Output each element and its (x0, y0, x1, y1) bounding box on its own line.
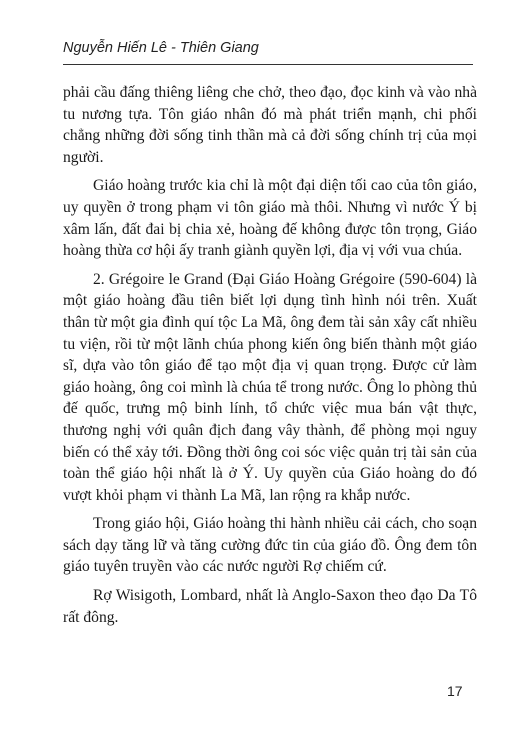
page-number: 17 (447, 683, 463, 699)
paragraph: 2. Grégoire le Grand (Đại Giáo Hoàng Grégoire (590-604) là một giáo hoàng đầu tiên biết lợi dụng tình hình nói trên. Xuất thân từ một gia đình quí tộc La Mã, ông đem tài sản xây cất nhiều tu viện, rồi từ một lãnh chúa phong kiến ông biến thành một giáo sĩ, dựa vào tôn giáo để tạo một địa vị quan trọng. Được cử làm giáo hoàng, ông coi mình là chúa tể trong nước. Ông lo phòng thủ đế quốc, trưng mộ binh lính, tổ chức việc mua bán vật thực, thương nghị với quân địch đang vây thành, để phòng mọi nguy biến có thể xảy tới. Đồng thời ông coi sóc việc quản trị tài sản của toàn thể giáo hội nhất là ở Ý. Uy quyền của Giáo hoàng do đó vượt khỏi phạm vi thành La Mã, lan rộng ra khắp nước. (63, 270, 477, 504)
header-divider (63, 64, 473, 65)
paragraph: Trong giáo hội, Giáo hoàng thi hành nhiều cải cách, cho soạn sách dạy tăng lữ và tăng cường đức tin của giáo đồ. Ông đem tôn giáo tuyên truyền vào các nước người Rợ chiếm cứ. (63, 515, 477, 576)
paragraph-continuation: phải cầu đấng thiêng liêng che chở, theo đạo, đọc kinh và vào nhà tu nương tựa. Tôn giáo nhân đó mà phát triển mạnh, chi phối chẳng những đời sống tinh thần mà cả đời sống chính trị của mọi người. (63, 84, 477, 166)
paragraph: Giáo hoàng trước kia chỉ là một đại diện tối cao của tôn giáo, uy quyền ở trong phạm vi tôn giáo mà thôi. Nhưng vì nước Ý bị xâm lấn, đất đai bị chia xẻ, hoàng đế không được tôn trọng, Giáo hoàng thừa cơ hội ấy tranh giành quyền lợi, địa vị với vua chúa. (63, 177, 477, 260)
paragraph: Rợ Wisigoth, Lombard, nhất là Anglo-Saxon theo đạo Da Tô rất đông. (63, 587, 477, 626)
running-header: Nguyễn Hiến Lê - Thiên Giang (63, 40, 259, 56)
page-body (63, 82, 477, 635)
